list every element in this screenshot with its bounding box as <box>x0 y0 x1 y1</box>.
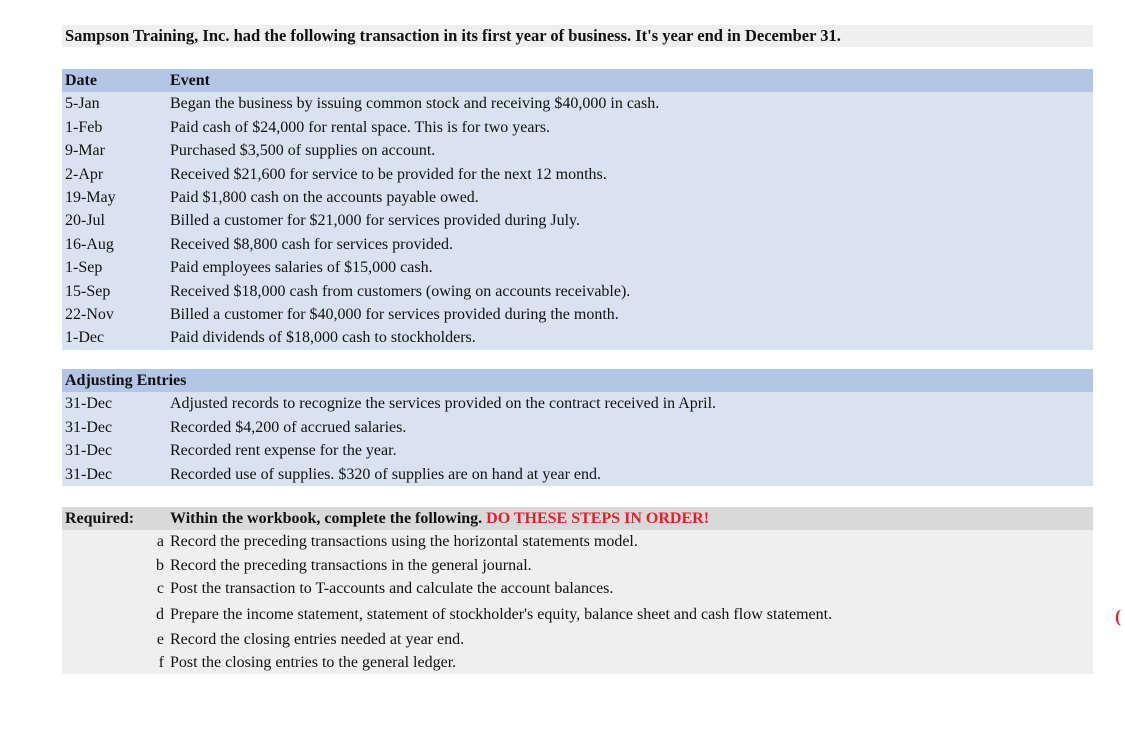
required-header <box>62 507 1093 530</box>
row-date: 16-Aug <box>65 235 114 253</box>
transactions-header-row <box>62 69 1093 92</box>
list-item <box>62 651 1093 674</box>
table-row <box>62 303 1093 326</box>
row-date: 22-Nov <box>65 305 114 323</box>
row-date: 31-Dec <box>65 465 113 483</box>
row-event: Recorded rent expense for the year. <box>170 442 397 460</box>
row-date: 1-Dec <box>65 329 105 347</box>
row-event: Billed a customer for $21,000 for services provided during July. <box>170 212 580 230</box>
table-row <box>62 439 1093 462</box>
table-row <box>62 256 1093 279</box>
list-item <box>62 554 1093 577</box>
table-row <box>62 139 1093 162</box>
table-row <box>62 233 1093 256</box>
required-section <box>62 507 1093 674</box>
step-text: Post the closing entries to the general ledger. <box>170 653 457 671</box>
row-event: Adjusted records to recognize the services provided on the contract received in April. <box>170 395 717 413</box>
row-date: 31-Dec <box>65 418 113 436</box>
row-date: 19-May <box>65 188 116 206</box>
row-date: 15-Sep <box>65 282 111 300</box>
required-emphasis: DO THESE STEPS IN ORDER! <box>486 510 710 527</box>
table-row <box>62 416 1093 439</box>
step-text: Record the closing entries needed at year end. <box>170 630 465 648</box>
table-row <box>62 463 1093 486</box>
row-event: Paid cash of $24,000 for rental space. This is for two years. <box>170 118 551 136</box>
step-text: Record the preceding transactions in the general journal. <box>170 556 532 574</box>
table-row <box>62 392 1093 415</box>
row-event: Purchased $3,500 of supplies on account. <box>170 142 436 160</box>
step-text: Prepare the income statement, statement of stockholder's equity, balance sheet and cash flow statement. <box>170 605 833 623</box>
table-row <box>62 116 1093 139</box>
step-text: Post the transaction to T-accounts and calculate the account balances. <box>170 580 614 598</box>
row-event: Received $18,000 cash from customers (owing on accounts receivable). <box>170 282 631 300</box>
table-row <box>62 92 1093 115</box>
stray-parenthesis: ( <box>1115 606 1121 626</box>
table-row <box>62 186 1093 209</box>
row-date: 20-Jul <box>65 212 105 230</box>
step-letter: a <box>156 533 164 551</box>
row-event: Paid employees salaries of $15,000 cash. <box>170 259 433 277</box>
row-date: 1-Feb <box>65 118 103 136</box>
row-event: Paid dividends of $18,000 cash to stockholders. <box>170 329 476 347</box>
table-row <box>62 163 1093 186</box>
row-date: 9-Mar <box>65 142 105 160</box>
problem-title: Sampson Training, Inc. had the following transaction in its first year of business. It's year end in December 31. <box>62 25 1093 47</box>
step-letter: d <box>156 605 164 623</box>
step-letter: e <box>156 630 164 648</box>
row-event: Recorded use of supplies. $320 of supplies are on hand at year end. <box>170 465 601 483</box>
row-event: Recorded $4,200 of accrued salaries. <box>170 418 407 436</box>
step-letter: b <box>156 556 164 574</box>
row-event: Received $21,600 for service to be provided for the next 12 months. <box>170 165 607 183</box>
required-intro: Within the workbook, complete the following. <box>170 510 483 527</box>
row-event: Billed a customer for $40,000 for services provided during the month. <box>170 305 619 323</box>
row-event: Began the business by issuing common stock and receiving $40,000 in cash. <box>170 95 660 113</box>
adjusting-entries-header <box>62 369 1093 392</box>
step-letter: c <box>156 580 164 598</box>
list-item <box>62 601 1093 628</box>
required-label: Required: <box>65 510 135 527</box>
list-item <box>62 577 1093 600</box>
row-date: 2-Apr <box>65 165 104 183</box>
row-date: 31-Dec <box>65 442 113 460</box>
table-row <box>62 326 1093 349</box>
adjusting-entries-title: Adjusting Entries <box>65 372 187 389</box>
transactions-table <box>62 69 1093 350</box>
table-row <box>62 209 1093 232</box>
row-date: 31-Dec <box>65 395 113 413</box>
list-item <box>62 530 1093 553</box>
adjusting-entries-table <box>62 369 1093 486</box>
table-row <box>62 280 1093 303</box>
event-column-header: Event <box>170 72 210 89</box>
row-event: Paid $1,800 cash on the accounts payable owed. <box>170 188 479 206</box>
step-letter: f <box>158 653 164 671</box>
list-item <box>62 628 1093 651</box>
required-instructions <box>170 507 709 530</box>
step-text: Record the preceding transactions using the horizontal statements model. <box>170 533 638 551</box>
date-column-header: Date <box>65 72 97 89</box>
row-event: Received $8,800 cash for services provided. <box>170 235 454 253</box>
row-date: 5-Jan <box>65 95 100 113</box>
row-date: 1-Sep <box>65 259 103 277</box>
